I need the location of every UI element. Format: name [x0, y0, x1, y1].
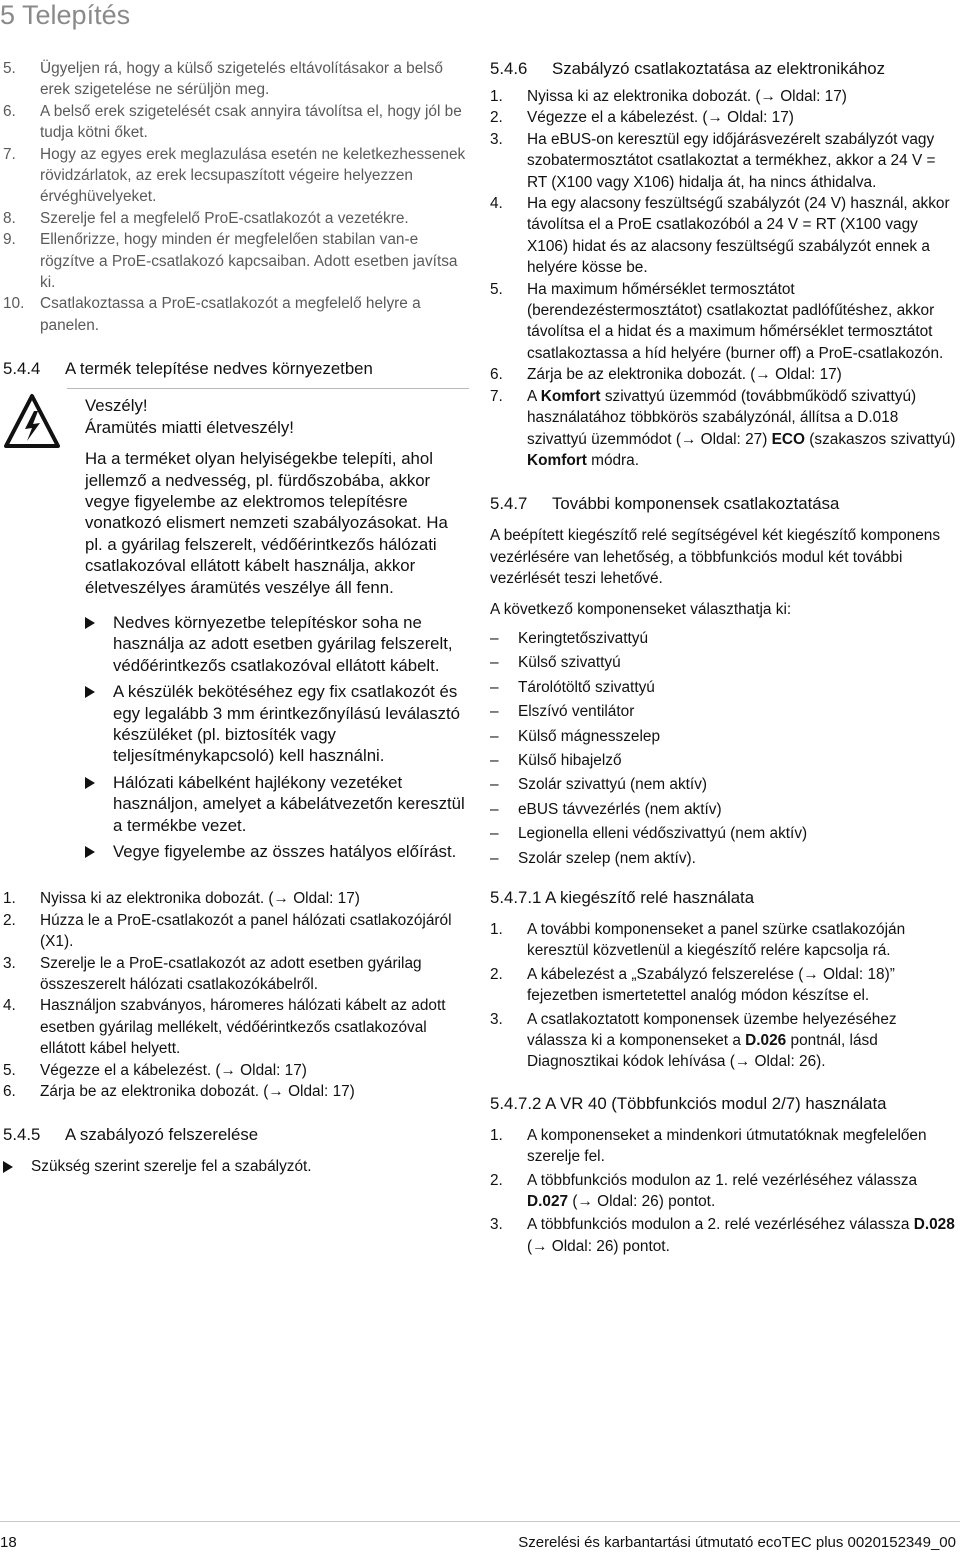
arrow-icon — [85, 686, 95, 698]
list-item: – Szolár szivattyú (nem aktív) — [490, 776, 708, 794]
arrow-icon — [85, 846, 95, 858]
steps-list-5-4-7-2 — [490, 1125, 958, 1257]
list-item: 4. Használjon szabványos, háromeres hálózati kábelt az adott esetben gyárilag mellékelt, védőérintkezős csatlakozóval ellátott kábel helyett. — [3, 997, 446, 1058]
list-item: – Külső hibajelző — [490, 751, 622, 769]
components-list — [490, 628, 958, 869]
list-item: 1. A további komponenseket a panel szürke csatlakozóján keresztül közvetlenül a kiegészítő relére kapcsolja rá. — [490, 921, 906, 960]
list-item: – eBUS távvezérlés (nem aktív) — [490, 800, 722, 818]
page-number: 18 — [0, 1534, 17, 1551]
danger-warning-box — [67, 388, 469, 862]
list-item: A készülék bekötéséhez egy fix csatlakozót és egy legalább 3 mm érintkezőnyílású leválasztó készüléket (pl. biztosíték vagy teljesítménykapcsoló) kell használni. — [85, 681, 469, 767]
list-item: 6. Zárja be az elektronika dobozát. (→ Oldal: 17) — [3, 1083, 355, 1101]
list-item: 3. Szerelje le a ProE-csatlakozót az adott esetben gyárilag összeszerelt hálózati csatlakozókábelről. — [3, 954, 422, 994]
document-title: Szerelési és karbantartási útmutató ecoTEC plus 0020152349_00 — [518, 1534, 956, 1551]
list-item: – Keringtetőszivattyú — [490, 629, 649, 647]
section-heading-5-4-5: 5.4.5 A szabályozó felszerelése — [3, 1125, 259, 1145]
list-item: – Tárolótöltő szivattyú — [490, 678, 655, 696]
list-item: 7. A Komfort szivattyú üzemmód (továbbműködő szivattyú) használatához többkörös szabályzónál, állítsa a D.018 szivattyú üzemmódot (→ Oldal: 27) ECO (szakaszos szivattyú) Komfort módra. — [490, 387, 956, 469]
page-header-title: 5 Telepítés — [0, 0, 131, 30]
left-column — [3, 58, 469, 1183]
list-item: 1. Nyissa ki az elektronika dobozát. (→ Oldal: 17) — [490, 88, 847, 105]
list-item: – Elszívó ventilátor — [490, 703, 635, 721]
steps-list-5-4-7-1 — [490, 919, 958, 1073]
steps-list-bottom — [3, 888, 469, 1102]
list-item: 8. Szerelje fel a megfelelő ProE-csatlakozót a vezetékre. — [3, 209, 409, 227]
steps-list-top — [3, 58, 469, 336]
list-item: 6. A belső erek szigetelését csak annyira távolítsa el, hogy jól be tudja kötni őket. — [3, 102, 462, 142]
list-item: 3. A csatlakoztatott komponensek üzembe helyezéséhez válassza ki a komponenseket a D.026 pontnál, lásd Diagnosztikai kódok lehívása (→ Oldal: 26). — [490, 1010, 897, 1071]
section-5-4-5-bullets — [3, 1156, 469, 1177]
list-item: 7. Hogy az egyes erek meglazulása esetén ne keletkezhessenek rövidzárlatok, az erek lecsupaszított végeire helyezzen érvéghüvelyeket. — [3, 145, 466, 206]
list-item: 4. Ha egy alacsony feszültségű szabályzót (24 V) használ, akkor távolítsa el a ProE csatlakozóból a 24 V = RT (X100 vagy X106) hidat és az alacsony feszültségű szabályzót ennek a helyére kösse be. — [490, 195, 950, 277]
list-item: 2. A többfunkciós modulon az 1. relé vezérléséhez válassza D.027 (→ Oldal: 26) pontot. — [490, 1171, 918, 1211]
list-item: – Külső mágnesszelep — [490, 727, 661, 745]
list-item: 2. A kábelezést a „Szabályzó felszerelése (→ Oldal: 18)” fejezetben ismertetettel analóg módon készítse el. — [490, 965, 895, 1005]
arrow-icon — [3, 1161, 13, 1173]
list-item: Hálózati kábelként hajlékony vezetéket használjon, amelyet a kábelátvezetőn keresztül a termékbe vezet. — [85, 772, 469, 836]
list-item: 1. A komponenseket a mindenkori útmutatóknak megfelelően szerelje fel. — [490, 1126, 927, 1166]
arrow-icon — [85, 777, 95, 789]
list-item: 3. Ha eBUS-on keresztül egy időjárásvezérelt szabályzót vagy szobatermosztátot csatlakoztat a termékhez, akkor a 24 V = RT (X100 vagy X106) hidalja át, ha nincs áthidalva. — [490, 130, 936, 191]
section-heading-5-4-7: 5.4.7 További komponensek csatlakoztatása — [490, 494, 840, 514]
arrow-icon — [85, 617, 95, 629]
list-item: 2. Húzza le a ProE-csatlakozót a panel hálózati csatlakozójáról (X1). — [3, 911, 452, 951]
list-item: 6. Zárja be az elektronika dobozát. (→ Oldal: 17) — [490, 366, 842, 384]
section-5-4-7-lead: A következő komponenseket választhatja ki: — [490, 600, 792, 618]
list-item: 2. Végezze el a kábelezést. (→ Oldal: 17) — [490, 109, 794, 127]
list-item: – Legionella elleni védőszivattyú (nem aktív) — [490, 825, 808, 843]
list-item: – Szolár szelep (nem aktív). — [490, 849, 696, 867]
list-item: Szükség szerint szerelje fel a szabályzót. — [3, 1156, 469, 1177]
warning-subtitle: Áramütés miatti életveszély! — [85, 417, 294, 437]
list-item: 5. Végezze el a kábelezést. (→ Oldal: 17) — [3, 1061, 307, 1079]
section-5-4-7-intro: A beépített kiegészítő relé segítségével két kiegészítő komponens vezérlésére van lehetőség, a többfunkciós modul két további vezérlését teszi lehetővé. — [490, 527, 941, 588]
right-column — [490, 58, 958, 1257]
list-item: 1. Nyissa ki az elektronika dobozát. (→ Oldal: 17) — [3, 890, 360, 908]
list-item: 5. Ügyeljen rá, hogy a külső szigetelés eltávolításakor a belső erek szigetelése ne sérüljön meg. — [3, 60, 443, 99]
list-item: 10. Csatlakoztassa a ProE-csatlakozót a megfelelő helyre a panelen. — [3, 295, 421, 334]
section-heading-5-4-7-2: 5.4.7.2 A VR 40 (Többfunkciós modul 2/7) használata — [490, 1093, 887, 1113]
list-item: 9. Ellenőrizze, hogy minden ér megfelelően stabilan van-e rögzítve a ProE-csatlakozó kapcsaiban. Adott esetben javítsa ki. — [3, 231, 458, 292]
list-item: 3. A többfunkciós modulon a 2. relé vezérléséhez válassza D.028 (→ Oldal: 26) pontot. — [490, 1216, 955, 1255]
warning-bullets — [85, 612, 469, 862]
steps-list-5-4-6 — [490, 86, 958, 471]
section-heading-5-4-4: 5.4.4 A termék telepítése nedves környezetben — [3, 359, 373, 379]
section-heading-5-4-7-1: 5.4.7.1 A kiegészítő relé használata — [490, 888, 755, 907]
electric-shock-warning-icon — [3, 393, 61, 451]
warning-title: Veszély! — [85, 396, 148, 416]
list-item: Nedves környezetbe telepítéskor soha ne használja az adott esetben gyárilag felszerelt, védőérintkezős csatlakozóval ellátott kábelt. — [85, 612, 469, 676]
warning-body: Ha a terméket olyan helyiségekbe telepíti, ahol jellemző a nedvesség, pl. fürdőszobába, akkor vegye figyelembe az elektromos telepítésre vonatkozó elismert nemzeti szabályozásokat. Ha pl. a gyárilag felszerelt, védőérintkezős hálózati csatlakozóval ellátott kábelt használja, akkor életveszélyes áramütés veszélye áll fenn. — [85, 449, 448, 597]
footer-divider — [0, 1521, 960, 1522]
list-item: – Külső szivattyú — [490, 654, 621, 672]
list-item: Vegye figyelembe az összes hatályos előírást. — [85, 841, 469, 862]
list-item: 5. Ha maximum hőmérséklet termosztátot (berendezéstermosztátot) csatlakoztat padlófűtéshez, akkor távolítsa el a hidat és a maximum hőmérséklet termosztátot csatlakoztassa a híd helyére (burner off) a ProE-csatlakozón. — [490, 280, 944, 362]
section-heading-5-4-6: 5.4.6 Szabályzó csatlakoztatása az elektronikához — [490, 59, 886, 78]
